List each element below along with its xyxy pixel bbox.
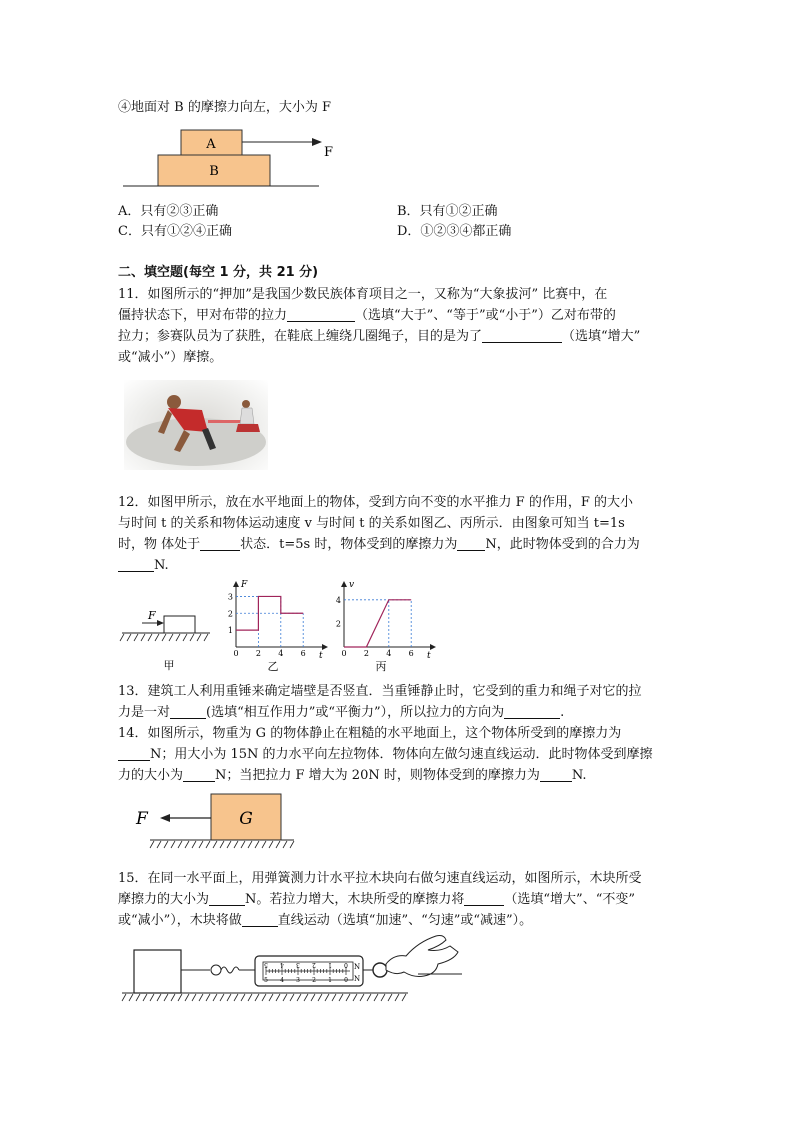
jia-force-arrow (157, 620, 164, 626)
scale-number-top: 2 (312, 961, 316, 968)
q13-line-2 (118, 704, 564, 722)
q11-text-2b: （选填“大于”、“等于”或“小于”）乙对布带的 (355, 308, 616, 323)
q15-line-3 (118, 912, 532, 930)
q14-blank-2[interactable] (183, 767, 215, 782)
q13-text-2a: 力是一对 (118, 705, 171, 720)
q14-line-1: 14．如图所示，物重为 G 的物体静止在粗糙的水平地面上，这个物体所受到的摩擦力为 (118, 726, 622, 741)
q15-wood-block (134, 950, 181, 993)
q10-option-c[interactable]: C．只有①②④正确 (118, 224, 232, 239)
scale-number-top: 4 (280, 961, 284, 968)
q15-ground-hatch (122, 994, 406, 1001)
q15-line-1: 15．在同一水平面上，用弹簧测力计水平拉木块向右做匀速直线运动，如图所示，木块所受 (118, 871, 642, 886)
force-arrow-head (312, 138, 322, 146)
q11-blank-1[interactable] (287, 307, 355, 322)
q14-line-3 (118, 767, 587, 785)
scale-number-bottom: 5 (264, 977, 268, 984)
q10-option-b[interactable]: B．只有①②正确 (397, 204, 498, 219)
block-b-label: B (209, 164, 219, 179)
scale-unit-bottom: N (353, 975, 361, 983)
q15-blank-3[interactable] (242, 912, 278, 927)
yi-caption: 乙 (267, 660, 279, 673)
q15-blank-1[interactable] (209, 891, 245, 906)
q13-blank-2[interactable] (504, 704, 560, 719)
yi-x-label: t (319, 651, 323, 661)
q14-text-3c: N. (571, 768, 587, 783)
scale-number-top: 5 (264, 961, 268, 968)
q11-line-4: 或“减小”）摩擦。 (118, 350, 223, 365)
bing-x-tick: 0 (341, 649, 347, 658)
q15-text-3b: 直线运动（选填“加速”、“匀速”或“减速”）。 (277, 913, 533, 928)
q12-line-1: 12．如图甲所示，放在水平地面上的物体，受到方向不变的水平推力 F 的作用，F 的大小 (118, 495, 633, 510)
q12-graph-bing (334, 578, 439, 676)
q14-blank-1[interactable] (118, 746, 150, 761)
q15-text-2b: N。若拉力增大，木块所受的摩擦力将 (245, 892, 465, 907)
scale-number-bottom: 0 (344, 977, 348, 984)
jia-caption: 甲 (163, 659, 175, 672)
q13-line-1: 13．建筑工人利用重锤来确定墙壁是否竖直．当重锤静止时，它受到的重力和绳子对它的拉 (118, 684, 642, 699)
q15-text-3a: 或“减小”），木块将做 (118, 913, 242, 928)
q14-text-3a: 力的大小为 (118, 768, 184, 783)
q11-photo (124, 380, 268, 470)
q12-blank-2[interactable] (457, 536, 485, 551)
q10-blocks-figure (118, 128, 348, 190)
q10-option-d[interactable]: D．①②③④都正确 (397, 224, 512, 239)
q11-line-2 (118, 307, 616, 325)
q12-text-3a: 时，物 体处于 (118, 537, 201, 552)
hand (386, 936, 458, 977)
scale-number-bottom: 2 (312, 977, 316, 984)
bing-caption: 丙 (375, 660, 387, 673)
yi-y-tick: 1 (227, 626, 233, 636)
q15-figure (118, 932, 463, 1006)
q12-text-3c: N，此时物体受到的合力为 (485, 537, 640, 552)
q15-text-2c: （选填“增大”、“不变” (504, 892, 635, 907)
scale-number-bottom: 4 (280, 977, 284, 984)
scale-number-bottom: 3 (296, 977, 300, 984)
force-label: F (324, 145, 334, 160)
q14-force-label: F (136, 809, 148, 829)
q15-blank-2[interactable] (464, 891, 504, 906)
q14-figure (128, 792, 308, 856)
q12-text-3b: 状态．t=5s 时，物体受到的摩擦力为 (240, 537, 458, 552)
bing-y-tick: 2 (335, 619, 341, 629)
q14-text-3b: N；当把拉力 F 增大为 20N 时，则物体受到的摩擦力为 (215, 768, 540, 783)
bing-x-tick: 6 (408, 649, 414, 658)
scale-number-top: 1 (328, 961, 332, 968)
yi-x-tick: 2 (255, 649, 261, 658)
scale-number-top: 3 (296, 961, 300, 968)
jia-force-label: F (148, 609, 156, 622)
yi-x-tick: 0 (233, 649, 239, 658)
jia-block (164, 616, 195, 633)
q11-text-3b: （选填“增大” (562, 329, 641, 344)
q14-ground-hatch (150, 841, 294, 848)
scale-unit-top: N (353, 963, 361, 971)
q12-graph-yi (226, 578, 331, 676)
q13-blank-1[interactable] (170, 704, 206, 719)
q12-blank-1[interactable] (200, 536, 240, 551)
scale-number-top: 0 (344, 961, 348, 968)
q14-text-2: N；用大小为 15N 的力水平向左拉物体．物体向左做匀速直线运动．此时物体受到摩擦 (150, 747, 653, 762)
yi-x-tick: 6 (300, 649, 306, 658)
q10-statement-4: ④地面对 B 的摩擦力向左，大小为 F (118, 100, 331, 115)
q12-blank-3[interactable] (118, 557, 154, 572)
q11-text-3a: 拉力；参赛队员为了获胜，在鞋底上缠绕几圈绳子，目的是为了 (118, 329, 483, 344)
bing-x-tick: 2 (363, 649, 369, 658)
jia-ground-hatch (120, 634, 208, 641)
q14-blank-3[interactable] (540, 767, 572, 782)
q13-text-2b: (选填“相互作用力”或“平衡力”），所以拉力的方向为 (206, 705, 505, 720)
yi-y-tick: 2 (227, 609, 233, 619)
section-2-title: 二、填空题(每空 1 分，共 21 分) (118, 265, 319, 280)
bing-velocity-line (344, 600, 411, 647)
yi-y-label: F (241, 580, 248, 590)
scale-ring (373, 963, 387, 977)
q12-line-3 (118, 536, 640, 554)
q15-text-2a: 摩擦力的大小为 (118, 892, 210, 907)
q12-line-2: 与时间 t 的关系和物体运动速度 v 与时间 t 的关系如图乙、丙所示．由图象可知当 t=1s (118, 516, 625, 531)
q14-force-arrow (160, 814, 170, 822)
q12-fig-jia (118, 605, 218, 675)
q10-option-a[interactable]: A．只有②③正确 (118, 204, 219, 219)
yi-y-tick: 3 (227, 592, 233, 602)
block-a-label: A (206, 137, 216, 152)
bing-x-label: t (427, 651, 431, 661)
bing-x-tick: 4 (386, 649, 392, 658)
scale-number-bottom: 1 (328, 977, 332, 984)
q15-line-2 (118, 891, 635, 909)
q14-line-2 (118, 746, 653, 764)
q13-text-2c: . (560, 705, 565, 720)
q11-text-2a: 僵持状态下，甲对布带的拉力 (118, 308, 288, 323)
q14-weight-label: G (239, 809, 253, 829)
q12-line-4 (118, 557, 169, 575)
bing-y-label: v (349, 580, 355, 590)
q11-blank-2[interactable] (482, 328, 562, 343)
q12-text-4: N. (154, 558, 169, 573)
bing-y-tick: 4 (335, 595, 341, 605)
yi-x-tick: 4 (278, 649, 284, 658)
q11-line-3 (118, 328, 640, 346)
q11-line-1: 11．如图所示的“押加”是我国少数民族体育项目之一，又称为“大象拔河” 比赛中，在 (118, 287, 608, 302)
